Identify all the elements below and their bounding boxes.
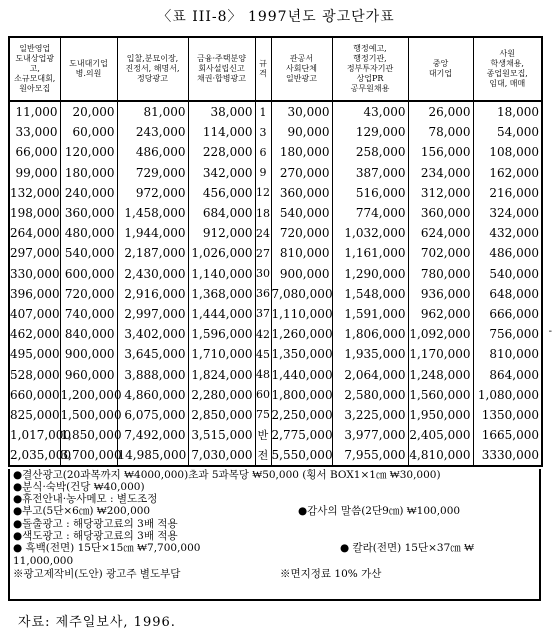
rate-cell: 81,000 (117, 101, 188, 122)
rate-cell: 43,000 (332, 101, 408, 122)
table-row (9, 425, 542, 445)
rate-cell: 936,000 (408, 284, 473, 304)
size-cell: 9 (255, 163, 271, 183)
rate-cell: 720,000 (271, 223, 332, 243)
rate-cell: 962,000 (408, 304, 473, 324)
rate-cell: 912,000 (188, 223, 255, 243)
rate-cell: 240,000 (60, 183, 117, 203)
rate-cell: 360,000 (271, 183, 332, 203)
rate-cell: 3,977,000 (332, 425, 408, 445)
rate-cell: 60,000 (60, 122, 117, 142)
rate-cell: 2,850,000 (188, 405, 255, 425)
rate-cell: 648,000 (473, 284, 542, 304)
rate-cell: 528,000 (9, 364, 60, 384)
column-header: 일반영업 도내상업광고, 소규모대회, 원아모집 (9, 37, 60, 101)
note-color-fullpage: ● 칼라(전면) 15단×37㎝ ₩ (340, 542, 475, 554)
notes-section (8, 469, 541, 601)
rate-cell: 99,000 (9, 163, 60, 183)
note-protruding-ad: ●돌출광고 : 해당광고료의 3배 적용 (13, 518, 178, 530)
rate-cell: 774,000 (332, 203, 408, 223)
source-caption: 자료: 제주일보사, 1996. (18, 615, 176, 630)
rate-cell: 1,248,000 (408, 364, 473, 384)
rate-cell: 324,000 (473, 203, 542, 223)
rate-cell: 4,810,000 (408, 445, 473, 466)
table-row (9, 183, 542, 203)
rate-cell: 486,000 (473, 243, 542, 263)
note-closure-notice: ●휴전안내·농사메모 : 별도조정 (13, 493, 158, 505)
size-cell: 반 (255, 425, 271, 445)
rate-cell: 132,000 (9, 183, 60, 203)
column-header: 관공서 사회단체 일반광고 (271, 37, 332, 101)
rate-cell: 780,000 (408, 264, 473, 284)
rate-cell: 1,824,000 (188, 364, 255, 384)
rate-cell: 180,000 (60, 163, 117, 183)
note-food-lodging: ●분식·숙박(건당 ₩40,000) (13, 481, 145, 493)
rate-cell: 462,000 (9, 324, 60, 344)
rate-cell: 3,645,000 (117, 344, 188, 364)
rate-cell: 33,000 (9, 122, 60, 142)
size-cell: 12 (255, 183, 271, 203)
rate-cell: 864,000 (473, 364, 542, 384)
rate-cell: 258,000 (332, 142, 408, 162)
size-cell: 24 (255, 223, 271, 243)
rate-cell: 1665,000 (473, 425, 542, 445)
rate-cell: 1,710,000 (188, 344, 255, 364)
rate-cell: 270,000 (271, 163, 332, 183)
note-settlement-ad: ●결산광고(20과목까지 ₩4000,000)초과 5과목당 ₩50,000 (횡서 BOX1×1㎝ ₩30,000) (13, 469, 441, 481)
rate-cell: 330,000 (9, 264, 60, 284)
rate-cell: 129,000 (332, 122, 408, 142)
note-obituary: ●부고(5단×6㎝) ₩200,000 (13, 505, 151, 517)
rate-cell: 1,596,000 (188, 324, 255, 344)
rate-cell: 1,260,000 (271, 324, 332, 344)
rate-cell: 5,550,000 (271, 445, 332, 466)
rate-cell: 1350,000 (473, 405, 542, 425)
rate-cell: 407,000 (9, 304, 60, 324)
rate-cell: 540,000 (60, 243, 117, 263)
rate-cell: 4,860,000 (117, 385, 188, 405)
rate-cell: 3,888,000 (117, 364, 188, 384)
rate-cell: 486,000 (117, 142, 188, 162)
table-row (9, 344, 542, 364)
rate-cell: 18,000 (473, 101, 542, 122)
column-header: 중앙 대기업 (408, 37, 473, 101)
rate-cell: 540,000 (473, 264, 542, 284)
rate-cell: 234,000 (408, 163, 473, 183)
table-row (9, 304, 542, 324)
rate-cell: 2,430,000 (117, 264, 188, 284)
rate-cell: 1,110,000 (271, 304, 332, 324)
rate-cell: 432,000 (473, 223, 542, 243)
rate-cell: 1,850,000 (60, 425, 117, 445)
rate-cell: 396,000 (9, 284, 60, 304)
column-header: 금융·주택분양 회사설립신고 채권·합병광고 (188, 37, 255, 101)
note-thanks: ●감사의 말씀(2단9㎝) ₩100,000 (298, 505, 461, 517)
table-row (9, 203, 542, 223)
size-cell: 45 (255, 344, 271, 364)
rate-cell: 2,580,000 (332, 385, 408, 405)
size-cell: 1 (255, 101, 271, 122)
size-cell: 30 (255, 264, 271, 284)
size-cell: 42 (255, 324, 271, 344)
size-cell: 60 (255, 385, 271, 405)
column-header: 도내대기업 병.의원 (60, 37, 117, 101)
rate-cell: 3,700,000 (60, 445, 117, 466)
rate-cell: 342,000 (188, 163, 255, 183)
rate-cell: 1,458,000 (117, 203, 188, 223)
rate-cell: 108,000 (473, 142, 542, 162)
note-bw-fullpage: ● 흑백(전면) 15단×15㎝ ₩7,700,000 (13, 542, 201, 554)
rate-cell: 1,935,000 (332, 344, 408, 364)
rate-cell: 11,000 (9, 101, 60, 122)
table-row (9, 324, 542, 344)
rate-cell: 456,000 (188, 183, 255, 203)
rate-cell: 720,000 (60, 284, 117, 304)
column-header: 입찰,분묘이장, 진정서, 해명서, 정당광고 (117, 37, 188, 101)
rate-cell: 1,548,000 (332, 284, 408, 304)
rate-cell: 1,161,000 (332, 243, 408, 263)
size-cell: 18 (255, 203, 271, 223)
rate-cell: 960,000 (60, 364, 117, 384)
rate-cell: 1,560,000 (408, 385, 473, 405)
table-row (9, 163, 542, 183)
rate-cell: 1,944,000 (117, 223, 188, 243)
rate-cell: 156,000 (408, 142, 473, 162)
rate-cell: 2,250,000 (271, 405, 332, 425)
rate-cell: 666,000 (473, 304, 542, 324)
rate-cell: 1,290,000 (332, 264, 408, 284)
rate-cell: 1,032,000 (332, 223, 408, 243)
table-row (9, 101, 542, 122)
table-row (9, 122, 542, 142)
rate-cell: 78,000 (408, 122, 473, 142)
rate-cell: 2,405,000 (408, 425, 473, 445)
rate-cell: 54,000 (473, 122, 542, 142)
rate-cell: 740,000 (60, 304, 117, 324)
rate-cell: 162,000 (473, 163, 542, 183)
table-row (9, 364, 542, 384)
rate-cell: 1,200,000 (60, 385, 117, 405)
rate-cell: 810,000 (473, 344, 542, 364)
table-row (9, 264, 542, 284)
table-row (9, 142, 542, 162)
size-cell: 36 (255, 284, 271, 304)
rate-cell: 1,806,000 (332, 324, 408, 344)
note-production-cost: ※광고제작비(도안) 광고주 별도부담 (13, 568, 181, 580)
rate-cell: 1,026,000 (188, 243, 255, 263)
rate-cell: 216,000 (473, 183, 542, 203)
rate-cell: 756,000 (473, 324, 542, 344)
rate-cell: 1,170,000 (408, 344, 473, 364)
rate-cell: 1,500,000 (60, 405, 117, 425)
table-row (9, 405, 542, 425)
ad-rate-table (8, 36, 543, 467)
size-cell: 전 (255, 445, 271, 466)
rate-cell: 840,000 (60, 324, 117, 344)
rate-cell: 1,440,000 (271, 364, 332, 384)
rate-cell: 198,000 (9, 203, 60, 223)
rate-cell: 702,000 (408, 243, 473, 263)
rate-cell: 1,800,000 (271, 385, 332, 405)
table-row (9, 223, 542, 243)
table-row (9, 243, 542, 263)
size-cell: 27 (255, 243, 271, 263)
rate-cell: 7,030,000 (188, 445, 255, 466)
rate-cell: 66,000 (9, 142, 60, 162)
rate-cell: 2,775,000 (271, 425, 332, 445)
rate-cell: 2,280,000 (188, 385, 255, 405)
table-row (9, 284, 542, 304)
rate-cell: 2,064,000 (332, 364, 408, 384)
rate-cell: 900,000 (60, 344, 117, 364)
rate-cell: 7,492,000 (117, 425, 188, 445)
rate-cell: 90,000 (271, 122, 332, 142)
rate-cell: 3,402,000 (117, 324, 188, 344)
rate-cell: 660,000 (9, 385, 60, 405)
size-cell: 3 (255, 122, 271, 142)
rate-cell: 2,035,000 (9, 445, 60, 466)
rate-cell: 387,000 (332, 163, 408, 183)
rate-cell: 1,368,000 (188, 284, 255, 304)
rate-cell: 624,000 (408, 223, 473, 243)
rate-cell: 1,140,000 (188, 264, 255, 284)
rate-cell: 3,515,000 (188, 425, 255, 445)
note-color-price: 11,000,000 (13, 555, 74, 567)
rate-cell: 2,997,000 (117, 304, 188, 324)
column-header: 행정예고, 행정기관, 정부투자기관 상업PR 공무원채용 (332, 37, 408, 101)
rate-cell: 540,000 (271, 203, 332, 223)
rate-cell: 495,000 (9, 344, 60, 364)
rate-cell: 900,000 (271, 264, 332, 284)
size-cell: 48 (255, 364, 271, 384)
rate-cell: 3330,000 (473, 445, 542, 466)
rate-cell: 1,017,000 (9, 425, 60, 445)
rate-cell: 972,000 (117, 183, 188, 203)
table-row (9, 445, 542, 466)
rate-cell: 810,000 (271, 243, 332, 263)
rate-cell: 360,000 (60, 203, 117, 223)
rate-cell: 360,000 (408, 203, 473, 223)
size-cell: 6 (255, 142, 271, 162)
header-row (9, 37, 542, 101)
rate-cell: 2,916,000 (117, 284, 188, 304)
rate-cell: 243,000 (117, 122, 188, 142)
rate-cell: 180,000 (271, 142, 332, 162)
rate-cell: 1,444,000 (188, 304, 255, 324)
rate-cell: 7,955,000 (332, 445, 408, 466)
edge-mark: - (548, 326, 552, 337)
rate-cell: 114,000 (188, 122, 255, 142)
rate-cell: 1,092,000 (408, 324, 473, 344)
rate-cell: 1,950,000 (408, 405, 473, 425)
column-header: 사원 학생채용, 종업원모집, 임대, 매매 (473, 37, 542, 101)
rate-cell: 7,080,000 (271, 284, 332, 304)
rate-cell: 825,000 (9, 405, 60, 425)
table-row (9, 385, 542, 405)
column-header: 규 격 (255, 37, 271, 101)
rate-cell: 30,000 (271, 101, 332, 122)
size-cell: 37 (255, 304, 271, 324)
rate-cell: 228,000 (188, 142, 255, 162)
rate-cell: 312,000 (408, 183, 473, 203)
table-title: 〈표 III-8〉 1997년도 광고단가표 (157, 9, 395, 25)
rate-cell: 26,000 (408, 101, 473, 122)
rate-cell: 20,000 (60, 101, 117, 122)
rate-cell: 1,350,000 (271, 344, 332, 364)
rate-cell: 38,000 (188, 101, 255, 122)
rate-cell: 120,000 (60, 142, 117, 162)
rate-cell: 600,000 (60, 264, 117, 284)
rate-cell: 684,000 (188, 203, 255, 223)
note-page-surcharge: ※면지정료 10% 가산 (280, 568, 382, 580)
size-cell: 75 (255, 405, 271, 425)
rate-cell: 516,000 (332, 183, 408, 203)
rate-cell: 264,000 (9, 223, 60, 243)
rate-cell: 1,591,000 (332, 304, 408, 324)
rate-cell: 14,985,000 (117, 445, 188, 466)
rate-cell: 1,080,000 (473, 385, 542, 405)
rate-cell: 297,000 (9, 243, 60, 263)
rate-cell: 6,075,000 (117, 405, 188, 425)
note-color-ad: ●색도광고 : 해당광고료의 3배 적용 (13, 530, 178, 542)
rate-cell: 480,000 (60, 223, 117, 243)
rate-cell: 3,225,000 (332, 405, 408, 425)
rate-cell: 729,000 (117, 163, 188, 183)
rate-cell: 2,187,000 (117, 243, 188, 263)
